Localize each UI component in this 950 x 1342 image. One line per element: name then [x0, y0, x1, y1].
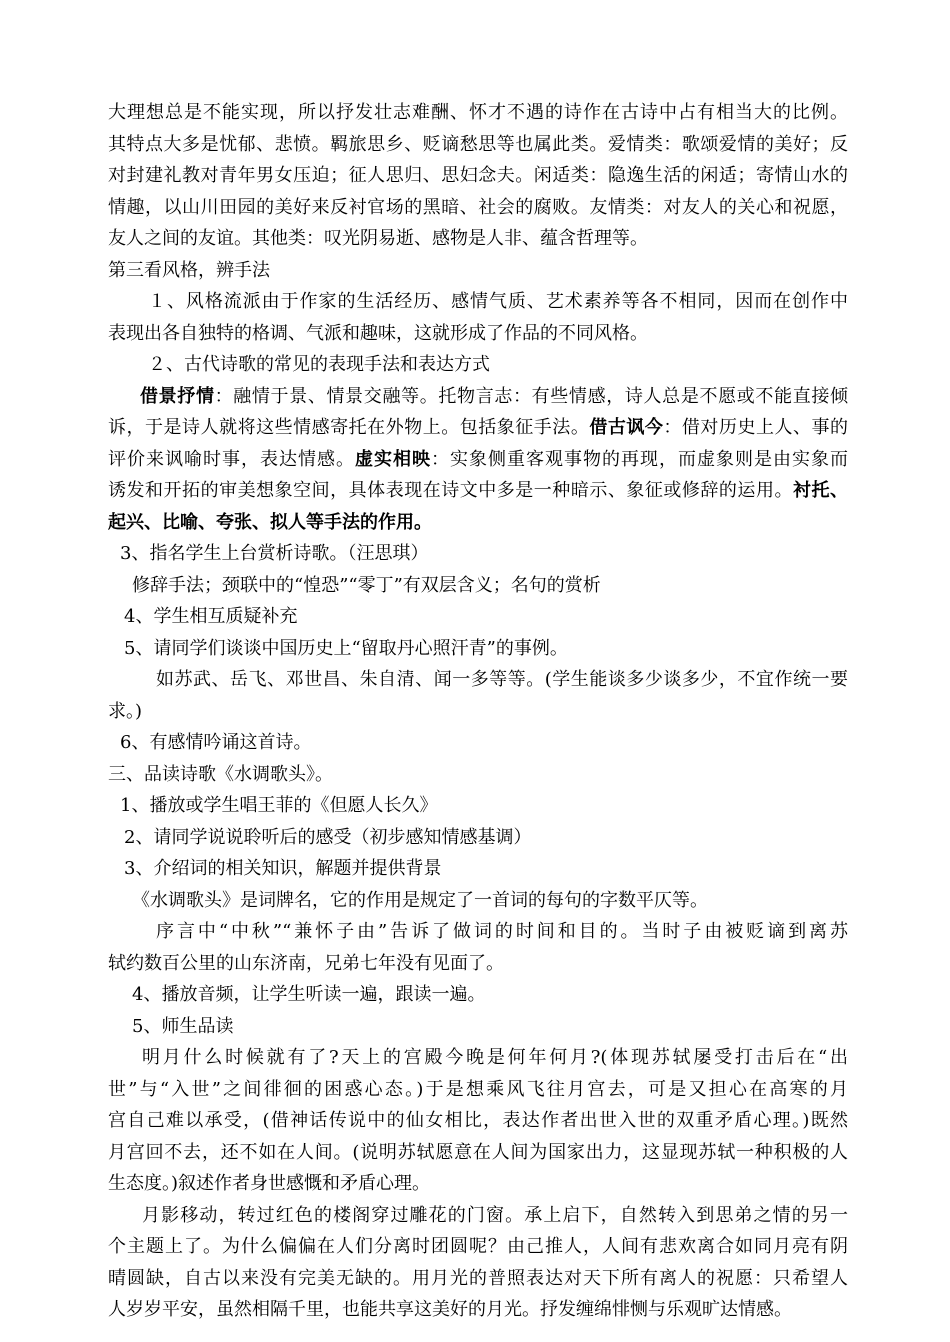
text-line: 明月什么时候就有了?天上的宫殿今晚是何年何月?(体现苏轼屡受打击后在“出 — [142, 1047, 848, 1068]
list-item: 3、指名学生上台赏析诗歌。（汪思琪） — [120, 543, 429, 564]
paragraph-poetry-categories — [108, 97, 848, 255]
list-item: 《水调歌头》是词牌名，它的作用是规定了一首词的每句的字数平仄等。 — [132, 889, 708, 911]
list-item: 2、请同学说说聆听后的感受（初步感知情感基调） — [124, 826, 532, 848]
list-item: 4、播放音频，让学生听读一遍，跟读一遍。 — [132, 984, 486, 1005]
text-line — [108, 444, 848, 476]
text-line — [108, 381, 848, 413]
text-line: 月宫回不去，还不如在人间。(说明苏轼愿意在人间为国家出力，这显现苏轼一种积极的人 — [108, 1141, 848, 1163]
text-line: 个主题上了。为什么偏偏在人们分离时团圆呢？由己推人，人间有悲欢离合如同月亮有阴 — [108, 1236, 848, 1257]
term-bold: 借古讽今 — [589, 417, 664, 438]
text-span: ：融情于景、情景交融等。托物言志：有些情感，诗人总是不愿或不能直接倾 — [214, 385, 848, 407]
text-line: 世”与“入世”之间徘徊的困惑心态。)于是想乘风飞往月宫去，可是又担心在高寒的月 — [108, 1078, 848, 1100]
paragraph-examples — [108, 664, 848, 727]
text-line: 生态度。)叙述作者身世感慨和矛盾心理。 — [108, 1173, 431, 1194]
paragraph-techniques — [108, 381, 848, 539]
text-line: 求。) — [108, 700, 143, 722]
text-line: 表现出各自独特的格调、气派和趣味，这就形成了作品的不同风格。 — [108, 322, 648, 344]
paragraph-preface — [108, 916, 848, 979]
section-heading: 三、品读诗歌《水调歌头》。 — [108, 763, 333, 785]
document-body — [108, 97, 848, 1326]
subheading-techniques: ２、古代诗歌的常见的表现手法和表达方式 — [148, 354, 490, 375]
term-bold: 虚实相映 — [355, 448, 431, 470]
text-span: 诱发和开拓的审美想象空间，具体表现在诗文中多是一种暗示、象征或修辞的运用。 — [108, 480, 793, 501]
text-line: 晴圆缺，自古以来没有完美无缺的。用月光的普照表达对天下所有离人的祝愿：只希望人 — [108, 1267, 848, 1289]
text-line: 友人之间的友谊。其他类：叹光阴易逝、感物是人非、蕴含哲理等。 — [108, 228, 648, 249]
text-span: ：实象侧重客观事物的再现，而虚象则是由实象而 — [431, 448, 848, 470]
list-item: 5、师生品读 — [132, 1015, 234, 1037]
text-line: 月影移动，转过红色的楼阁穿过雕花的门窗。承上启下，自然转入到思弟之情的另一 — [142, 1204, 848, 1226]
paragraph-style — [108, 286, 848, 349]
text-span: ：借对历史上人、事的 — [663, 417, 848, 438]
text-line: 起兴、比喻、夸张、拟人等手法的作用。 — [108, 511, 432, 533]
text-line — [108, 412, 848, 444]
list-item: 5、请同学们谈谈中国历史上“留取丹心照汗青”的事例。 — [124, 637, 568, 659]
list-item: 修辞手法；颈联中的“惶恐”“零丁”有双层含义；名句的赏析 — [132, 574, 601, 596]
list-item: 1、播放或学生唱王菲的《但愿人长久》 — [120, 795, 438, 816]
paragraph-reading-1 — [108, 1042, 848, 1200]
text-span: 评价来讽喻时事，表达情感。 — [108, 448, 355, 470]
text-span: 诉，于是诗人就将这些情感寄托在外物上。包括象征手法。 — [108, 417, 590, 438]
list-item: 3、介绍词的相关知识，解题并提供背景 — [124, 858, 442, 879]
term-bold: 衬托、 — [792, 480, 848, 501]
list-item: 6、有感情吟诵这首诗。 — [120, 732, 312, 753]
text-line: 情趣，以山川田园的美好来反衬官场的黑暗、社会的腐败。友情类：对友人的关心和祝愿， — [108, 196, 848, 218]
text-line: 对封建礼教对青年男女压迫；征人思归、思妇念夫。闲适类：隐逸生活的闲适；寄情山水的 — [108, 165, 848, 186]
text-line — [108, 475, 848, 507]
text-line: 序言中“中秋”“兼怀子由”告诉了做词的时间和目的。当时子由被贬谪到离苏 — [156, 921, 848, 942]
text-line: 宫自己难以承受，(借神话传说中的仙女相比，表达作者出世入世的双重矛盾心理。)既然 — [108, 1110, 848, 1131]
heading-style-technique: 第三看风格，辨手法 — [108, 259, 270, 281]
text-line: １、风格流派由于作家的生活经历、感情气质、艺术素养等各不相同，因而在创作中 — [148, 291, 848, 312]
text-line: 其特点大多是忧郁、悲愤。羁旅思乡、贬谪愁思等也属此类。爱情类：歌颂爱情的美好；反 — [108, 133, 848, 155]
text-line: 如苏武、岳飞、邓世昌、朱自清、闻一多等等。(学生能谈多少谈多少，不宜作统一要 — [156, 669, 848, 690]
text-line: 大理想总是不能实现，所以抒发壮志难酬、怀才不遇的诗作在古诗中占有相当大的比例。 — [108, 102, 848, 123]
list-item: 4、学生相互质疑补充 — [124, 606, 298, 627]
term-bold: 借景抒情 — [140, 385, 215, 407]
text-line: 人岁岁平安，虽然相隔千里，也能共享这美好的月光。抒发缠绵悱恻与乐观旷达情感。 — [108, 1299, 792, 1320]
paragraph-reading-2 — [108, 1200, 848, 1326]
text-line: 轼约数百公里的山东济南，兄弟七年没有见面了。 — [108, 952, 504, 974]
